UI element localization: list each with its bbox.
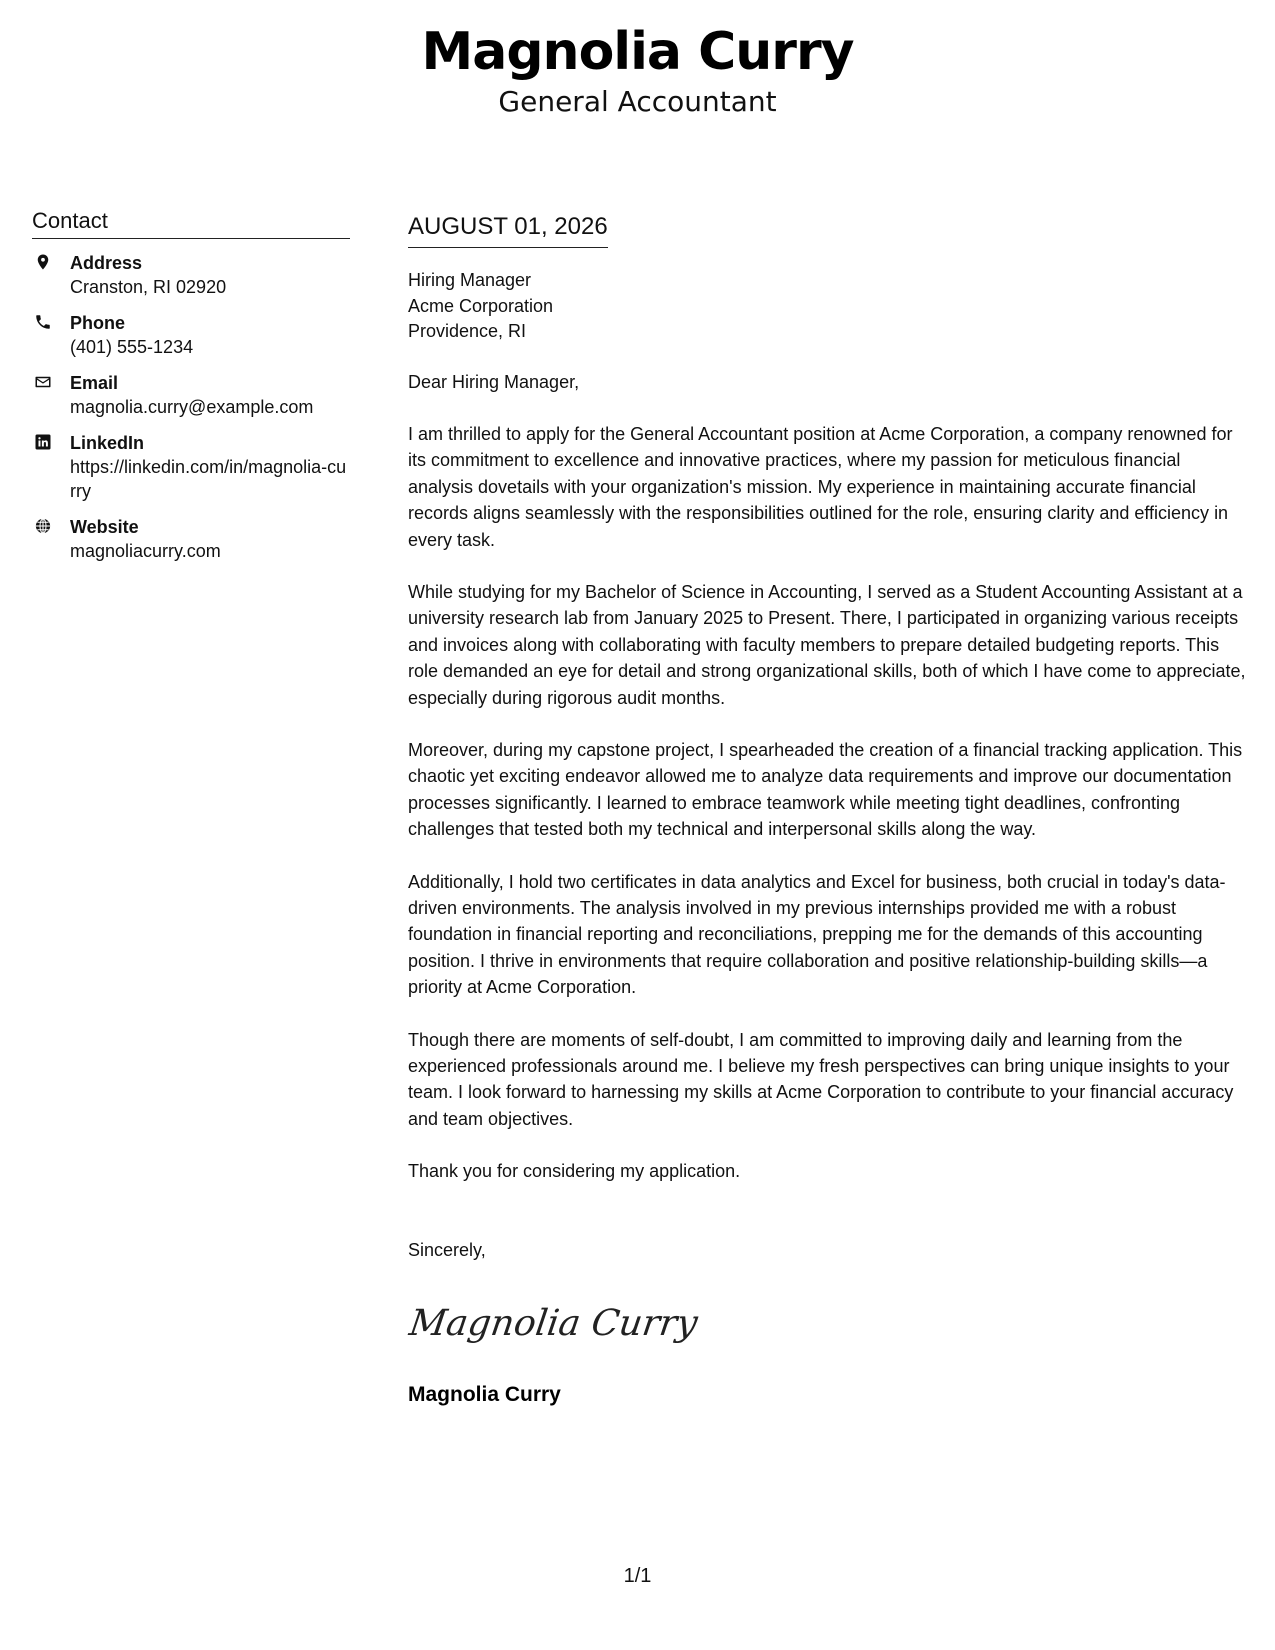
contact-label: Website: [70, 517, 139, 537]
applicant-name: Magnolia Curry: [421, 22, 854, 82]
website-value[interactable]: magnoliacurry.com: [70, 541, 221, 561]
contact-label: Phone: [70, 313, 126, 333]
handwritten-signature: [408, 1293, 1248, 1353]
body-paragraph: While studying for my Bachelor of Science in Accounting, I served as a Student Accounting Assistant at a university research lab from January 2025 to Present. There, I participated in organizing various receipts and invoices along with collaborating with faculty members to prepare detailed budgeting reports. This role demanded an eye for detail and strong organizational skills, both of which I have come to appreciate, especially during rigorous audit months.: [408, 581, 1246, 708]
body-paragraph: Though there are moments of self-doubt, I am committed to improving daily and learning from the experienced professionals around me. I believe my fresh perspectives can bring unique insights to your team. I look forward to harnessing my skills at Acme Corporation to contribute to your financial accuracy and team objectives.: [408, 1029, 1234, 1129]
salutation: Dear Hiring Manager,: [408, 371, 580, 392]
globe-icon: [32, 515, 70, 535]
contact-item-address: [32, 251, 350, 299]
map-pin-icon: [32, 251, 70, 271]
signed-name: Magnolia Curry: [408, 1383, 561, 1407]
contact-item-phone: [32, 311, 350, 359]
letter-date: AUGUST 01, 2026: [408, 212, 608, 248]
recipient-line: Acme Corporation: [408, 295, 554, 316]
linkedin-icon: [32, 431, 70, 451]
email-icon: [32, 371, 70, 391]
recipient-line: Hiring Manager: [408, 270, 532, 290]
address-value: Cranston, RI 02920: [70, 277, 227, 297]
body-paragraph: Moreover, during my capstone project, I spearheaded the creation of a financial tracking application. This chaotic yet exciting endeavor allowed me to analyze data requirements and improve our documentation processes significantly. I learned to embrace teamwork while meeting tight deadlines, confronting challenges that tested both my technical and interpersonal skills along the way.: [408, 739, 1243, 840]
contact-item-website: [32, 515, 350, 563]
contact-heading: Contact: [32, 208, 350, 239]
body-paragraph: Thank you for considering my application.: [408, 1161, 741, 1182]
contact-item-email: [32, 371, 350, 419]
contact-label: Email: [70, 373, 119, 393]
applicant-title: General Accountant: [498, 85, 777, 118]
contact-label: Address: [70, 253, 143, 273]
contact-item-linkedin: [32, 431, 350, 503]
phone-value: (401) 555-1234: [70, 337, 194, 357]
contact-label: LinkedIn: [70, 433, 145, 453]
recipient-block: [408, 268, 1248, 345]
signature-text: Magnolia Curry: [406, 1301, 701, 1345]
recipient-line: Providence, RI: [408, 321, 527, 341]
phone-icon: [32, 311, 70, 331]
closing: Sincerely,: [408, 1239, 486, 1260]
contact-sidebar: [32, 208, 350, 575]
email-value[interactable]: magnolia.curry@example.com: [70, 397, 314, 417]
letter-body: [408, 212, 1248, 1409]
body-paragraph: I am thrilled to apply for the General Accountant position at Acme Corporation, a company renowned for its commitment to excellence and innovative practices, where my passion for meticulous financial analysis dovetails with your organization's mission. My experience in maintaining accurate financial records aligns seamlessly with the responsibilities outlined for the role, ensuring clarity and efficiency in every task.: [408, 423, 1233, 550]
contact-list: [32, 251, 350, 563]
letter-header: [0, 22, 1275, 120]
linkedin-value[interactable]: https://linkedin.com/in/magnolia-curry: [70, 457, 347, 501]
body-paragraph: Additionally, I hold two certificates in data analytics and Excel for business, both crucial in today's data-driven environments. The analysis involved in my previous internships provided me with a robust foundation in financial reporting and reconciliations, prepping me for the demands of this accounting position. I thrive in environments that require collaboration and positive relationship-building skills—a priority at Acme Corporation.: [408, 871, 1226, 998]
page-number: 1/1: [623, 1565, 652, 1587]
